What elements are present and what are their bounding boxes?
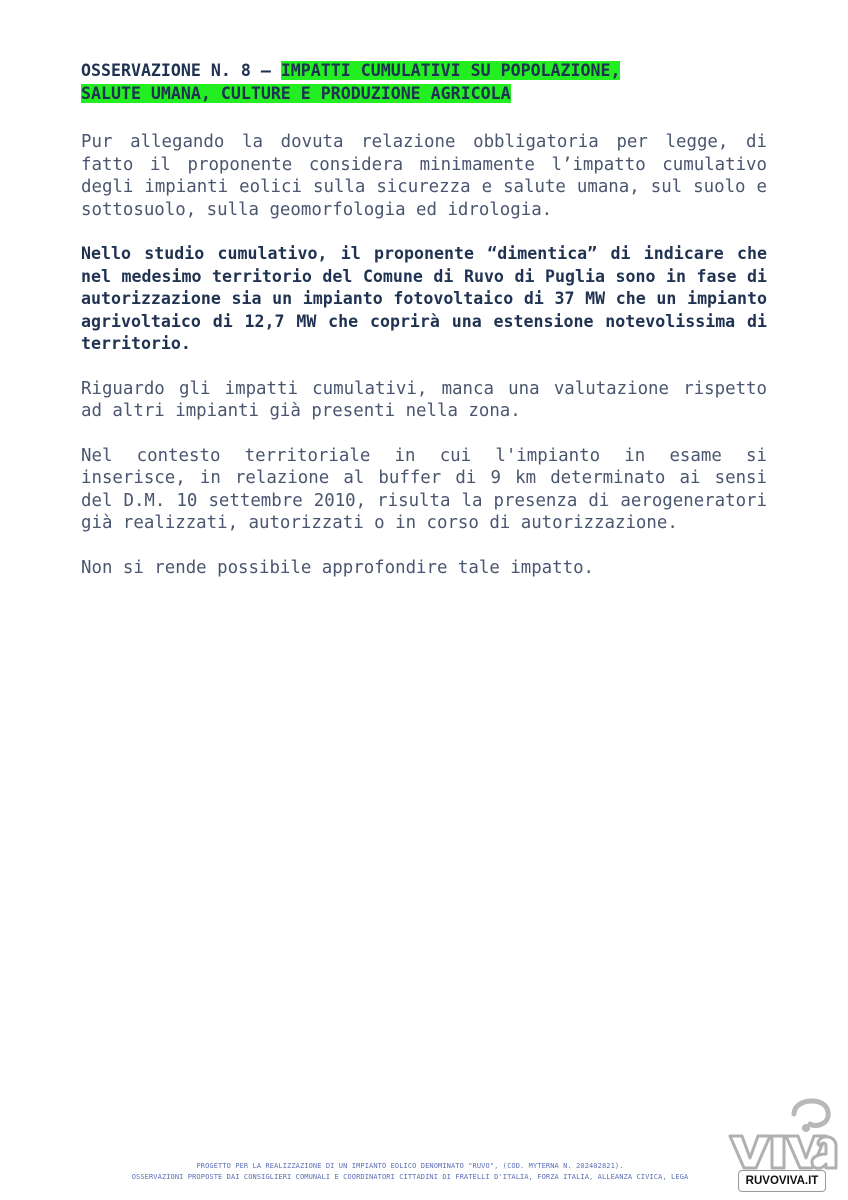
ruvoviva-badge: RUVOVIVA.IT <box>738 1170 826 1192</box>
page-footer <box>60 1161 760 1183</box>
heading-highlight-line2: SALUTE UMANA, CULTURE E PRODUZIONE AGRICOLA <box>81 83 511 103</box>
paragraph-cumulative-impacts: Riguardo gli impatti cumulativi, manca una valutazione rispetto ad altri impianti già presenti nella zona. <box>81 378 767 421</box>
footer-line-2: OSSERVAZIONI PROPOSTE DAI CONSIGLIERI COMUNALI E COORDINATORI CITTADINI DI FRATELLI D'ITALIA, FORZA ITALIA, ALLEANZA CIVICA, LEGA <box>131 1173 689 1181</box>
paragraph-conclusion: Non si rende possibile approfondire tale impatto. <box>81 557 595 578</box>
paragraph-cumulative-study: Nello studio cumulativo, il proponente “dimentica” di indicare che nel medesimo territorio del Comune di Ruvo di Puglia sono in fase di autorizzazione sia un impianto fotovoltaico di 37 MW che un impianto agrivoltaico di 12,7 MW che coprirà una estensione notevolissima di territorio. <box>81 244 767 353</box>
observation-heading <box>81 60 767 105</box>
heading-highlight-line1: IMPATTI CUMULATIVI SU POPOLAZIONE, <box>280 61 621 80</box>
document-body <box>81 60 767 601</box>
paragraph-intro: Pur allegando la dovuta relazione obbligatoria per legge, di fatto il proponente considera minimamente l’impatto cumulativo degli impianti eolici sulla sicurezza e salute umana, sul suolo e sottosuolo, sulla geomorfologia ed idrologia. <box>81 132 767 220</box>
heading-prefix: OSSERVAZIONE N. 8 – <box>81 61 281 80</box>
paragraph-territorial-context: Nel contesto territoriale in cui l'impianto in esame si inserisce, in relazione al buffer di 9 km determinato ai sensi del D.M. 10 settembre 2010, risulta la presenza di aerogeneratori già realizzati, autorizzati o in corso di autorizzazione. <box>81 445 767 533</box>
footer-line-1: PROGETTO PER LA REALIZZAZIONE DI UN IMPIANTO EOLICO DENOMINATO "RUVO", (COD. MYTERNA N. 202402821). <box>196 1162 624 1170</box>
